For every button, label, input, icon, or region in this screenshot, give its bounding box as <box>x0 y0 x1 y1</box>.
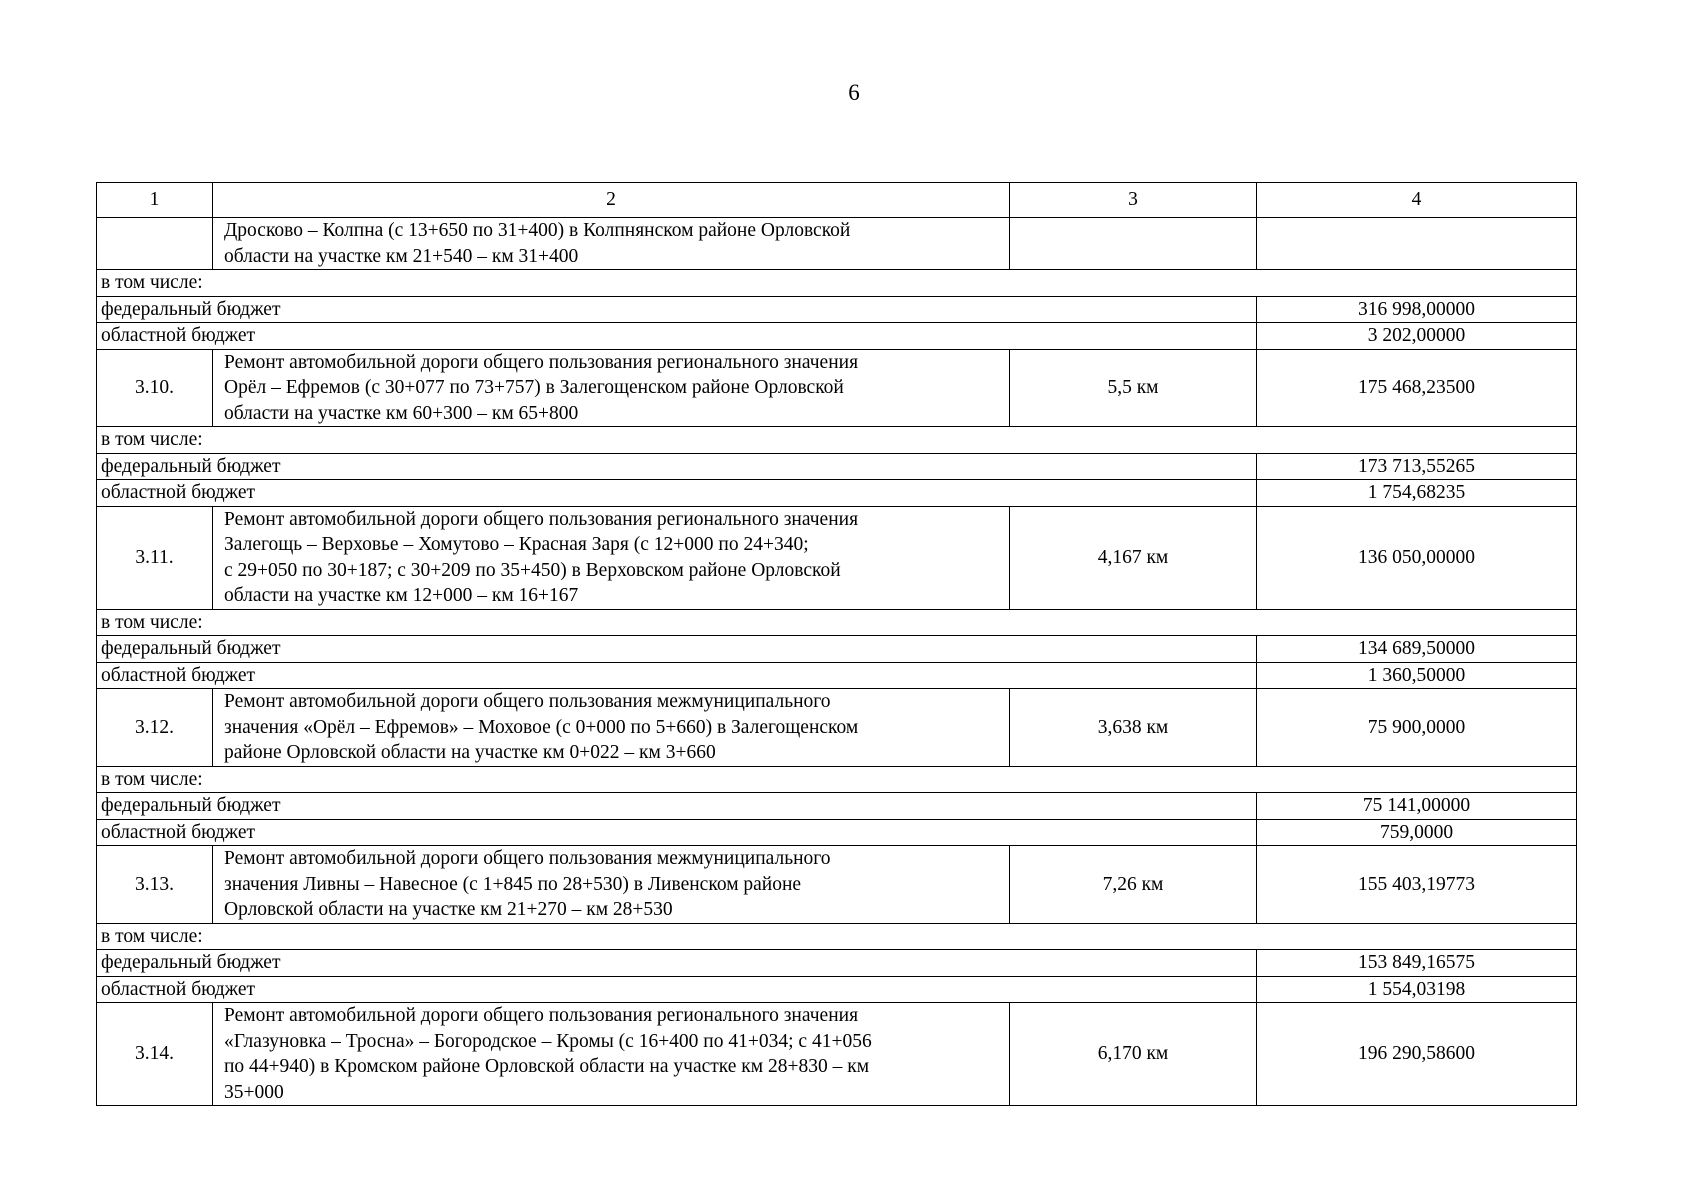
table-row-item <box>97 349 1577 427</box>
federal-budget-label: федеральный бюджет <box>97 950 1257 977</box>
table-row-item <box>97 1003 1577 1106</box>
including-label: в том числе: <box>97 766 1577 793</box>
federal-budget-amount: 75 141,00000 <box>1257 793 1577 820</box>
page-number: 6 <box>848 80 860 105</box>
table-body <box>97 183 1577 1106</box>
item-cost-cell: 175 468,23500 <box>1257 349 1577 427</box>
federal-budget-row <box>97 296 1577 323</box>
including-label: в том числе: <box>97 609 1577 636</box>
including-row <box>97 609 1577 636</box>
including-row <box>97 923 1577 950</box>
header-cell-4: 4 <box>1257 183 1577 218</box>
item-number-cell: 3.13. <box>97 846 213 924</box>
including-row <box>97 270 1577 297</box>
table-row-continuation <box>97 218 1577 270</box>
description-line: Ремонт автомобильной дороги общего пользования регионального значения <box>224 1005 859 1026</box>
description-line: значения «Орёл – Ефремов» – Моховое (с 0+000 по 5+660) в Залегощенском <box>224 716 859 738</box>
item-description-cell <box>213 846 1010 924</box>
regional-budget-amount: 759,0000 <box>1257 819 1577 846</box>
federal-budget-label: федеральный бюджет <box>97 453 1257 480</box>
item-length-cell: 4,167 км <box>1010 506 1257 609</box>
item-description-cell <box>213 506 1010 609</box>
table-row-item <box>97 846 1577 924</box>
item-description-cell <box>213 689 1010 767</box>
road-repair-table <box>96 182 1577 1106</box>
federal-budget-amount: 134 689,50000 <box>1257 636 1577 663</box>
regional-budget-row <box>97 662 1577 689</box>
federal-budget-amount: 316 998,00000 <box>1257 296 1577 323</box>
header-cell-1: 1 <box>97 183 213 218</box>
item-length-cell: 3,638 км <box>1010 689 1257 767</box>
table-row-item <box>97 506 1577 609</box>
description-line: области на участке км 60+300 – км 65+800 <box>224 402 579 424</box>
description-line: Ремонт автомобильной дороги общего пользования межмуниципального <box>224 691 831 712</box>
regional-budget-row <box>97 480 1577 507</box>
including-label: в том числе: <box>97 923 1577 950</box>
regional-budget-label: областной бюджет <box>97 819 1257 846</box>
regional-budget-amount: 1 754,68235 <box>1257 480 1577 507</box>
description-line: районе Орловской области на участке км 0+022 – км 3+660 <box>224 742 716 763</box>
table-header-row <box>97 183 1577 218</box>
regional-budget-label: областной бюджет <box>97 480 1257 507</box>
description-line: Ремонт автомобильной дороги общего пользования межмуниципального <box>224 848 831 869</box>
regional-budget-label: областной бюджет <box>97 323 1257 350</box>
federal-budget-row <box>97 636 1577 663</box>
federal-budget-row <box>97 950 1577 977</box>
regional-budget-label: областной бюджет <box>97 976 1257 1003</box>
description-line: значения Ливны – Навесное (с 1+845 по 28+530) в Ливенском районе <box>224 873 802 895</box>
description-line: Орловской области на участке км 21+270 – км 28+530 <box>224 899 673 920</box>
item-length-cell: 6,170 км <box>1010 1003 1257 1106</box>
federal-budget-row <box>97 453 1577 480</box>
table-row-item <box>97 689 1577 767</box>
including-row <box>97 427 1577 454</box>
description-line: по 44+940) в Кромском районе Орловской области на участке км 28+830 – км <box>224 1056 870 1077</box>
item-length-cell: 5,5 км <box>1010 349 1257 427</box>
item-cost-cell: 75 900,0000 <box>1257 689 1577 767</box>
regional-budget-row <box>97 819 1577 846</box>
item-number-cell: 3.10. <box>97 349 213 427</box>
federal-budget-label: федеральный бюджет <box>97 636 1257 663</box>
description-line: Залегощь – Верховье – Хомутово – Красная Заря (с 12+000 по 24+340; <box>224 534 809 555</box>
regional-budget-amount: 1 554,03198 <box>1257 976 1577 1003</box>
item-length-cell <box>1010 218 1257 270</box>
description-line: с 29+050 по 30+187; с 30+209 по 35+450) в Верховском районе Орловской <box>224 559 841 581</box>
description-line: Орёл – Ефремов (с 30+077 по 73+757) в Залегощенском районе Орловской <box>224 377 844 398</box>
header-cell-2: 2 <box>213 183 1010 218</box>
item-number-cell: 3.12. <box>97 689 213 767</box>
item-cost-cell: 196 290,58600 <box>1257 1003 1577 1106</box>
federal-budget-row <box>97 793 1577 820</box>
description-line: Дросково – Колпна (с 13+650 по 31+400) в Колпнянском районе Орловской <box>224 220 851 241</box>
description-line: «Глазуновка – Тросна» – Богородское – Кромы (с 16+400 по 41+034; с 41+056 <box>224 1030 872 1052</box>
item-description-cell <box>213 218 1010 270</box>
item-cost-cell: 136 050,00000 <box>1257 506 1577 609</box>
federal-budget-amount: 153 849,16575 <box>1257 950 1577 977</box>
regional-budget-row <box>97 323 1577 350</box>
description-line: 35+000 <box>224 1081 284 1103</box>
federal-budget-label: федеральный бюджет <box>97 793 1257 820</box>
item-length-cell: 7,26 км <box>1010 846 1257 924</box>
header-cell-3: 3 <box>1010 183 1257 218</box>
regional-budget-label: областной бюджет <box>97 662 1257 689</box>
regional-budget-row <box>97 976 1577 1003</box>
item-number-cell: 3.11. <box>97 506 213 609</box>
description-line: области на участке км 21+540 – км 31+400 <box>224 245 579 267</box>
item-description-cell <box>213 1003 1010 1106</box>
regional-budget-amount: 3 202,00000 <box>1257 323 1577 350</box>
item-description-cell <box>213 349 1010 427</box>
including-row <box>97 766 1577 793</box>
description-line: Ремонт автомобильной дороги общего пользования регионального значения <box>224 351 859 373</box>
item-cost-cell: 155 403,19773 <box>1257 846 1577 924</box>
including-label: в том числе: <box>97 270 1577 297</box>
item-cost-cell <box>1257 218 1577 270</box>
federal-budget-label: федеральный бюджет <box>97 296 1257 323</box>
federal-budget-amount: 173 713,55265 <box>1257 453 1577 480</box>
including-label: в том числе: <box>97 427 1577 454</box>
regional-budget-amount: 1 360,50000 <box>1257 662 1577 689</box>
description-line: Ремонт автомобильной дороги общего пользования регионального значения <box>224 508 859 530</box>
item-number-cell <box>97 218 213 270</box>
item-number-cell: 3.14. <box>97 1003 213 1106</box>
description-line: области на участке км 12+000 – км 16+167 <box>224 585 579 606</box>
